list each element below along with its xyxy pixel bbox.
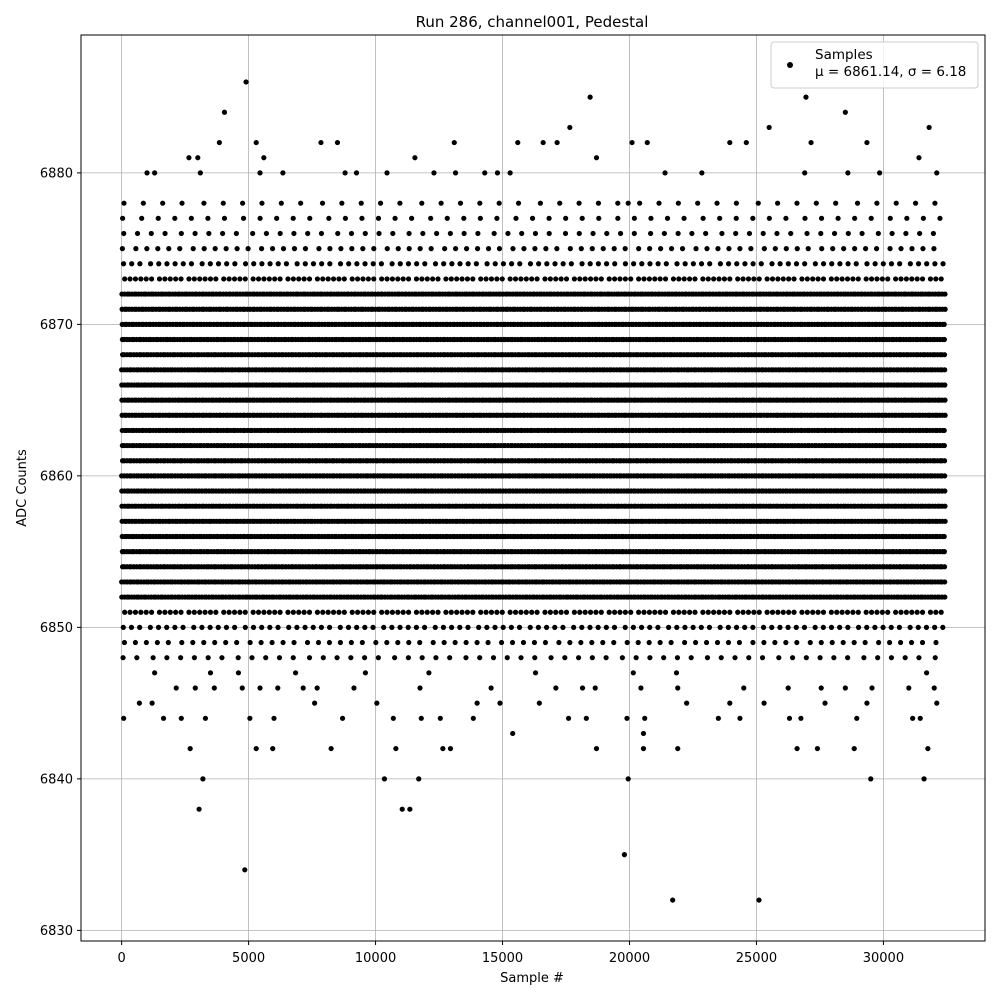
data-point [942, 473, 947, 478]
data-point [942, 428, 947, 433]
data-point [943, 519, 948, 524]
data-point [942, 549, 947, 554]
data-point [942, 579, 947, 584]
data-point [942, 594, 947, 599]
data-point [942, 398, 947, 403]
data-point [942, 488, 947, 493]
data-point [942, 534, 947, 539]
data-point [942, 504, 947, 509]
data-point [943, 413, 948, 418]
data-point [942, 458, 947, 463]
data-point [942, 564, 947, 569]
chart-title: Run 286, channel001, Pedestal [415, 13, 649, 31]
data-point [942, 443, 947, 448]
